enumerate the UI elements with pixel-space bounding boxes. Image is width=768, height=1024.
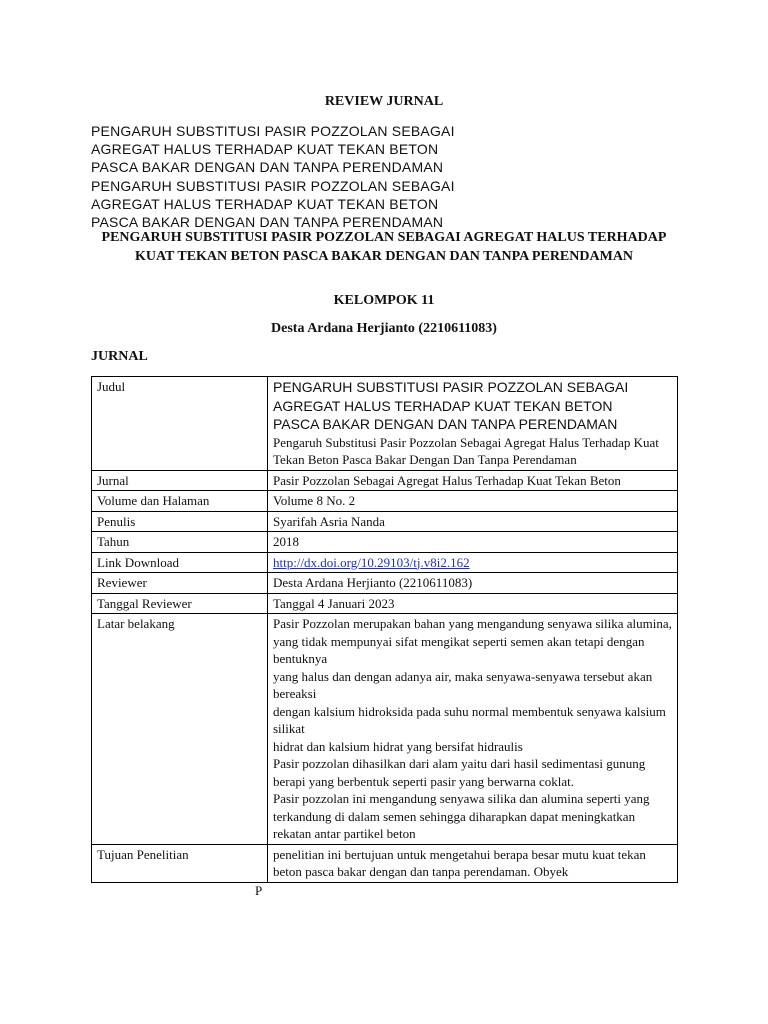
table-row: [92, 573, 678, 594]
repeated-title-line: PASCA BAKAR DENGAN DAN TANPA PERENDAMAN: [91, 159, 444, 176]
row-label: Penulis: [92, 511, 268, 532]
row-value: [268, 377, 678, 471]
paragraph-line: Pasir pozzolan ini mengandung senyawa silika dan alumina seperti yang terkandung di dalam semen sehingga diharapkan dapat meningkatkan rekatan antar partikel beton: [273, 791, 650, 841]
title-caps-line: PENGARUH SUBSTITUSI PASIR POZZOLAN SEBAGAI: [273, 379, 629, 395]
paragraph-line: Pasir Pozzolan merupakan bahan yang mengandung senyawa silika alumina,: [273, 616, 672, 631]
stray-character: P: [255, 883, 263, 898]
journal-info-table: [91, 376, 678, 883]
paragraph-line: dengan kalsium hidroksida pada suhu normal membentuk senyawa kalsium silikat: [273, 703, 666, 736]
row-label: Tahun: [92, 532, 268, 553]
row-label: Tanggal Reviewer: [92, 593, 268, 614]
table-row: [92, 491, 678, 512]
title-case-text: Pengaruh Substitusi Pasir Pozzolan Sebagai Agregat Halus Terhadap Kuat Tekan Beton Pasca Bakar Dengan Dan Tanpa Perendaman: [273, 434, 659, 467]
repeated-title-line: PASCA BAKAR DENGAN DAN TANPA PERENDAMAN: [91, 214, 444, 231]
row-value: penelitian ini bertujuan untuk mengetahui berapa besar mutu kuat tekan beton pasca bakar dengan dan tanpa perendaman. Obyek: [268, 844, 678, 882]
group-label: KELOMPOK 11: [333, 293, 435, 308]
row-label: Judul: [92, 377, 268, 471]
row-value: Syarifah Asria Nanda: [268, 511, 678, 532]
title-caps-line: PASCA BAKAR DENGAN DAN TANPA PERENDAMAN: [273, 416, 618, 432]
row-value: Pasir Pozzolan Sebagai Agregat Halus Terhadap Kuat Tekan Beton: [268, 470, 678, 491]
table-row: [92, 552, 678, 573]
section-heading: JURNAL: [91, 349, 148, 364]
table-row: [92, 593, 678, 614]
title-caps-line: AGREGAT HALUS TERHADAP KUAT TEKAN BETON: [273, 397, 613, 414]
row-value: [268, 614, 678, 845]
paragraph-line: Pasir pozzolan dihasilkan dari alam yaitu dari hasil sedimentasi gunung berapi yang berbentuk seperti pasir yang berwarna coklat.: [273, 756, 646, 789]
row-label: Tujuan Penelitian: [92, 844, 268, 882]
repeated-title-line: AGREGAT HALUS TERHADAP KUAT TEKAN BETON: [91, 141, 439, 158]
repeated-title-line: PENGARUH SUBSTITUSI PASIR POZZOLAN SEBAGAI: [91, 177, 455, 194]
row-label: Jurnal: [92, 470, 268, 491]
table-row: [92, 532, 678, 553]
review-title: REVIEW JURNAL: [324, 94, 444, 109]
row-value: Tanggal 4 Januari 2023: [268, 593, 678, 614]
paragraph-line: yang halus dan dengan adanya air, maka senyawa-senyawa tersebut akan bereaksi: [273, 668, 653, 701]
paragraph-line: yang tidak mempunyai sifat mengikat seperti semen akan tetapi dengan bentuknya: [273, 633, 645, 666]
row-value: Desta Ardana Herjianto (2210611083): [268, 573, 678, 594]
row-label: Link Download: [92, 552, 268, 573]
row-label: Volume dan Halaman: [92, 491, 268, 512]
paragraph-line: hidrat dan kalsium hidrat yang bersifat hidraulis: [273, 738, 523, 754]
row-label: Reviewer: [92, 573, 268, 594]
table-row: [92, 614, 678, 845]
row-label: Latar belakang: [92, 614, 268, 845]
row-value: Volume 8 No. 2: [268, 491, 678, 512]
table-row: [92, 470, 678, 491]
author-line: Desta Ardana Herjianto (2210611083): [271, 321, 497, 336]
download-link[interactable]: http://dx.doi.org/10.29103/tj.v8i2.162: [273, 554, 470, 570]
table-row: [92, 844, 678, 882]
table-row: [92, 511, 678, 532]
row-value: 2018: [268, 532, 678, 553]
table-row: [92, 377, 678, 471]
paper-title: PENGARUH SUBSTITUSI PASIR POZZOLAN SEBAGAI AGREGAT HALUS TERHADAP KUAT TEKAN BETON PASCA BAKAR DENGAN DAN TANPA PERENDAMAN: [101, 230, 667, 264]
repeated-title-line: PENGARUH SUBSTITUSI PASIR POZZOLAN SEBAGAI: [91, 123, 455, 139]
repeated-title-block: [91, 122, 455, 231]
repeated-title-line: AGREGAT HALUS TERHADAP KUAT TEKAN BETON: [91, 195, 439, 212]
row-value: [268, 552, 678, 573]
